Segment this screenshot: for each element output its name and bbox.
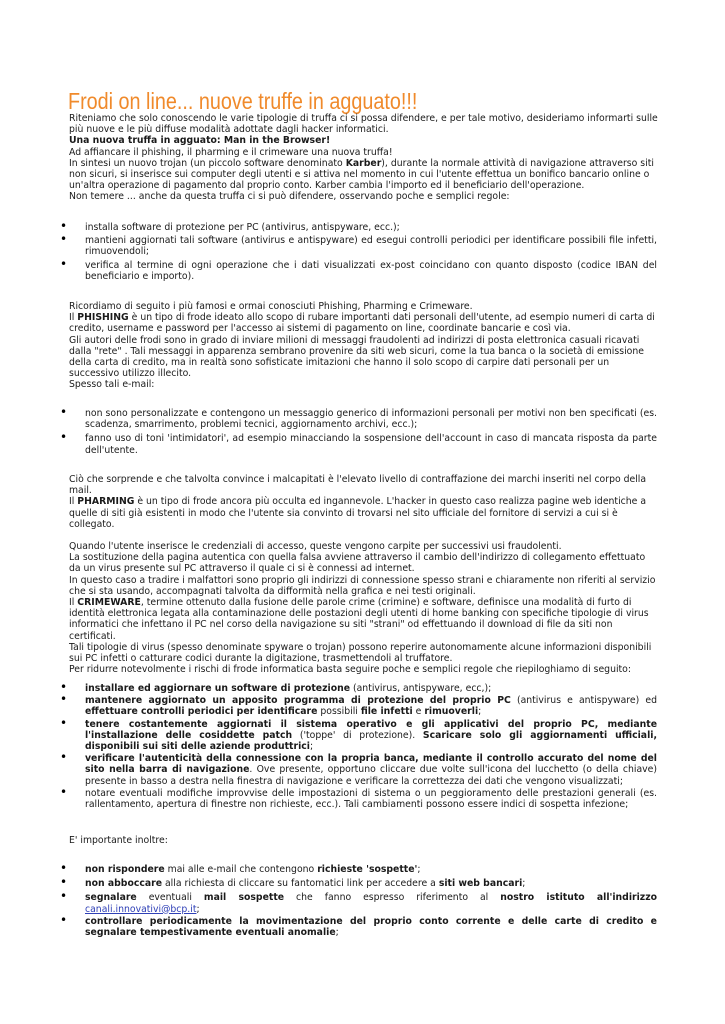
section-paragraph: Ciò che sorprende e che talvolta convince i malcapitati è l'elevato livello di contraffazione dei marchi inseriti nel corpo della mail. [69,474,647,497]
rules-list-1 [60,222,657,282]
list-item: • segnalare eventuali mail sospette che fanno espresso riferimento al nostro istituto all'indirizzo canali.innovativi@bcp.it; [60,892,657,914]
phishing-section [69,301,659,391]
section-paragraph: Il PHISHING è un tipo di frode ideato allo scopo di rubare importanti dati personali dell'utente, ad esempio numeri di carta di credito, username e password per l'accesso ai sistemi di pagamento on line, coordinate bancarie e così via. [69,312,655,335]
rules-list-3 [60,683,657,810]
section-paragraph: Il CRIMEWARE, termine ottenuto dalla fusione delle parole crime (crimine) e software, definisce una modalità di furto di identità elettronica legata alla contaminazione delle postazioni degli utenti di home banking con specifiche tipologie di virus informatici che infettano il PC nel corso della navigazione su siti "strani" od effettuando il download di file da siti non certificati. [69,597,649,642]
spacer [69,530,659,541]
list-item: • tenere costantemente aggiornati il sistema operativo e gli applicativi del proprio PC, mediante l'installazione delle cosiddette patch ('toppe' di protezione). Scaricare solo gli aggiornamenti ufficiali, disponibili sui siti delle aziende produttrici; [60,719,657,753]
intro-paragraph: Ad affiancare il phishing, il pharming e il crimeware una nuova truffa! [69,146,393,158]
list-item: • non abboccare alla richiesta di cliccare su fantomatici link per accedere a siti web bancari; [60,878,657,889]
section-paragraph: Spesso tali e-mail: [69,379,155,391]
section-paragraph: Il PHARMING è un tipo di frode ancora più occulta ed ingannevole. L'hacker in questo caso realizza pagine web identiche a quelle di siti già esistenti in modo che l'utente sia convinto di trovarsi nel sito ufficiale del fornitore di servizi a cui si è collegato. [69,496,647,530]
important-heading: E' importante inoltre: [69,835,168,846]
list-item: • installare ed aggiornare un software di protezione (antivirus, antispyware, ecc,); [60,683,657,694]
rules-list-2 [60,408,657,456]
section-paragraph: Per ridurre notevolmente i rischi di frode informatica basta seguire poche e semplici regole che riepiloghiamo di seguito: [69,664,632,676]
section-paragraph: Quando l'utente inserisce le credenziali di accesso, queste vengono carpite per successivi usi fraudolenti. [69,541,562,553]
rules-list-4 [60,864,657,938]
intro-paragraph: Non temere ... anche da questa truffa ci si può difendere, osservando poche e semplici regole: [69,191,510,203]
intro-paragraph: In sintesi un nuovo trojan (un piccolo software denominato Karber), durante la normale attività di navigazione attraverso siti non sicuri, si inserisce sui computer degli utenti e si attiva nel momento in cui l'utente effettua un bonifico bancario online o un'altra operazione di pagamento dal proprio conto. Karber cambia l'importo ed il beneficiario dell'operazione. [69,157,654,192]
list-item: • controllare periodicamente la movimentazione del proprio conto corrente e delle carte di credito e segnalare tempestivamente eventuali anomalie; [60,916,657,938]
section-paragraph: Ricordiamo di seguito i più famosi e ormai conosciuti Phishing, Pharming e Crimeware. [69,301,473,312]
list-item: • mantieni aggiornati tali software (antivirus e antispyware) ed esegui controlli periodici per identificare possibili file infetti, rimuovendoli; [60,235,657,257]
list-item: • non sono personalizzate e contengono un messaggio generico di informazioni personali per motivi non ben specificati (es. scadenza, smarrimento, problemi tecnici, aggiornamento archivi, ecc.); [60,408,657,430]
page-title: Frodi on line... nuove truffe in agguato!!! [68,88,418,114]
list-item: • verificare l'autenticità della connessione con la propria banca, mediante il controllo accurato del nome del sito nella barra di navigazione. Ove presente, opportuno cliccare due volte sull'icona del lucchetto (o della chiave) presente in basso a destra nella finestra di navigazione e verificare la correttezza dei dati che vengono visualizzati; [60,753,657,787]
section-paragraph: La sostituzione della pagina autentica con quella falsa avviene attraverso il cambio dell'indirizzo di collegamento effettuato da un virus presente sul PC attraverso il quale ci si è connessi ad internet. [69,552,646,575]
intro-section [69,113,659,203]
list-item: • fanno uso di toni 'intimidatori', ad esempio minacciando la sospensione dell'account in caso di mancata risposta da parte dell'utente. [60,433,657,455]
email-link[interactable]: canali.innovativi@bcp.it [85,903,197,915]
pharming-section [69,474,659,675]
intro-subheading: Una nuova truffa in agguato: Man in the Browser! [69,135,331,147]
list-item: • verifica al termine di ogni operazione che i dati visualizzati ex-post coincidano con quanto disposto (codice IBAN del beneficiario e importo). [60,260,657,282]
section-paragraph: Gli autori delle frodi sono in grado di inviare milioni di messaggi fraudolenti ad indirizzi di posta elettronica casuali ricavati dalla "rete" . Tali messaggi in apparenza sembrano provenire da siti web sicuri, come la tua banca o la società di emissione della carta di credito, ma in realtà sono sofisticate imitazioni che hanno il solo scopo di carpire dati personali per un successivo utilizzo illecito. [69,334,644,380]
intro-paragraph: Riteniamo che solo conoscendo le varie tipologie di truffa ci si possa difendere, e per tale motivo, desideriamo informarti sulle più nuove e le più diffuse modalità adottate dagli hacker informatici. [69,113,658,136]
section-paragraph: In questo caso a tradire i malfattori sono proprio gli indirizzi di connessione spesso strani e chiaramente non riferiti al servizio che si sta usando, accompagnati talvolta da difformità nella grafica e nei testi originali. [69,574,656,597]
list-item: • notare eventuali modifiche improvvise delle impostazioni di sistema o un peggioramento delle prestazioni generali (es. rallentamento, apertura di finestre non richieste, ecc.). Tali cambiamenti possono essere indici di sospetta infezione; [60,788,657,810]
list-item: • installa software di protezione per PC (antivirus, antispyware, ecc.); [60,222,657,233]
list-item: • non rispondere mai alle e-mail che contengono richieste 'sospette'; [60,864,657,875]
list-item: • mantenere aggiornato un apposito programma di protezione del proprio PC (antivirus e antispyware) ed effettuare controlli periodici per identificare possibili file infetti e rimuoverli; [60,695,657,717]
section-paragraph: Tali tipologie di virus (spesso denominate spyware o trojan) possono reperire autonomamente alcune informazioni disponibili sui PC infetti o catturare codici durante la digitazione, trasmettendoli al truffatore. [69,641,652,665]
